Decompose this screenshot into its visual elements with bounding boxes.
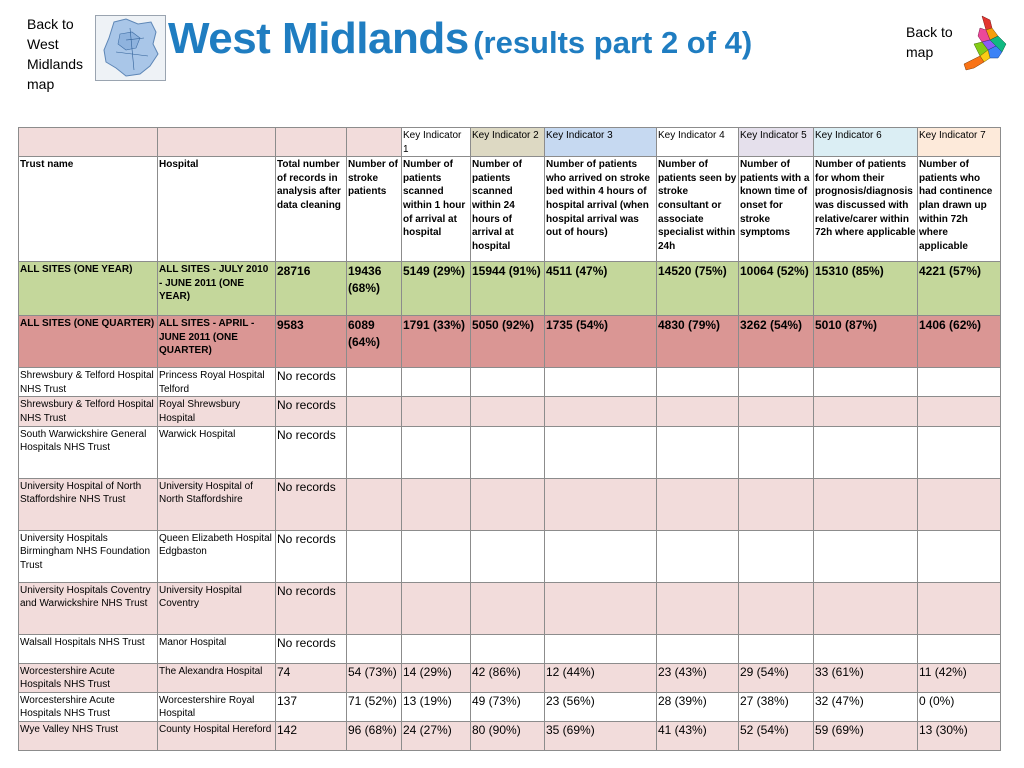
value-cell: No records: [276, 478, 347, 530]
hospital-name: University Hospital of North Staffordshire: [158, 478, 276, 530]
column-header: Number of stroke patients: [347, 157, 402, 262]
value-cell: [545, 478, 657, 530]
value-cell: [402, 397, 471, 426]
trust-name: Wye Valley NHS Trust: [19, 721, 158, 750]
value-cell: No records: [276, 634, 347, 663]
blank-cell: [158, 128, 276, 157]
value-cell: [814, 582, 918, 634]
value-cell: No records: [276, 397, 347, 426]
value-cell: 42 (86%): [471, 663, 545, 692]
value-cell: 23 (43%): [657, 663, 739, 692]
value-cell: [347, 582, 402, 634]
value-cell: [545, 368, 657, 397]
key-indicator-2: Key Indicator 2: [471, 128, 545, 157]
column-header: Trust name: [19, 157, 158, 262]
hospital-name: University Hospital Coventry: [158, 582, 276, 634]
hospital-name: Royal Shrewsbury Hospital: [158, 397, 276, 426]
value-cell: [402, 478, 471, 530]
value-cell: [739, 426, 814, 478]
hospital-name: Warwick Hospital: [158, 426, 276, 478]
value-cell: [739, 530, 814, 582]
value-cell: [814, 530, 918, 582]
back-to-west-midlands-map-link[interactable]: Back to West Midlands map: [27, 16, 84, 92]
hospital-name: The Alexandra Hospital: [158, 663, 276, 692]
value-cell: 6089 (64%): [347, 316, 402, 368]
value-cell: 11 (42%): [918, 663, 1001, 692]
key-indicator-row: [19, 128, 1001, 157]
trust-name: Walsall Hospitals NHS Trust: [19, 634, 158, 663]
value-cell: 35 (69%): [545, 721, 657, 750]
value-cell: 23 (56%): [545, 692, 657, 721]
value-cell: [739, 478, 814, 530]
blank-cell: [19, 128, 158, 157]
value-cell: [814, 368, 918, 397]
column-header-row: [19, 157, 1001, 262]
column-header: Number of patients who arrived on stroke bed within 4 hours of hospital arrival (when hospital arrival was out of hours): [545, 157, 657, 262]
value-cell: 10064 (52%): [739, 262, 814, 316]
value-cell: 1791 (33%): [402, 316, 471, 368]
value-cell: 4830 (79%): [657, 316, 739, 368]
value-cell: 27 (38%): [739, 692, 814, 721]
column-header: Number of patients with a known time of onset for stroke symptoms: [739, 157, 814, 262]
trust-name: University Hospitals Coventry and Warwickshire NHS Trust: [19, 582, 158, 634]
hospital-name: Queen Elizabeth Hospital Edgbaston: [158, 530, 276, 582]
value-cell: 49 (73%): [471, 692, 545, 721]
value-cell: 74: [276, 663, 347, 692]
results-table: [18, 127, 1001, 751]
value-cell: [471, 397, 545, 426]
value-cell: [918, 582, 1001, 634]
value-cell: 71 (52%): [347, 692, 402, 721]
england-regions-map-icon: [960, 14, 1010, 72]
value-cell: [347, 368, 402, 397]
summary-row-one-quarter: [19, 316, 1001, 368]
west-midlands-map-thumbnail[interactable]: [95, 15, 166, 81]
value-cell: [739, 397, 814, 426]
value-cell: [657, 478, 739, 530]
value-cell: [545, 634, 657, 663]
value-cell: 4511 (47%): [545, 262, 657, 316]
value-cell: [471, 582, 545, 634]
column-header: Number of patients for whom their prognosis/diagnosis was discussed with relative/carer within 72h where applicable: [814, 157, 918, 262]
value-cell: 14 (29%): [402, 663, 471, 692]
value-cell: [739, 634, 814, 663]
column-header: Number of patients seen by stroke consultant or associate specialist within 24h: [657, 157, 739, 262]
trust-name: Shrewsbury & Telford Hospital NHS Trust: [19, 368, 158, 397]
page-title: [168, 14, 752, 64]
value-cell: 5149 (29%): [402, 262, 471, 316]
table-row: [19, 634, 1001, 663]
value-cell: [545, 426, 657, 478]
key-indicator-4: Key Indicator 4: [657, 128, 739, 157]
value-cell: [739, 582, 814, 634]
value-cell: 19436 (68%): [347, 262, 402, 316]
value-cell: No records: [276, 530, 347, 582]
west-midlands-map-icon: [96, 16, 165, 80]
value-cell: [814, 397, 918, 426]
value-cell: [402, 368, 471, 397]
value-cell: 41 (43%): [657, 721, 739, 750]
column-header: Total number of records in analysis after data cleaning: [276, 157, 347, 262]
value-cell: [471, 426, 545, 478]
value-cell: 1406 (62%): [918, 316, 1001, 368]
hospital-name: Princess Royal Hospital Telford: [158, 368, 276, 397]
column-header: Number of patients scanned within 24 hours of arrival at hospital: [471, 157, 545, 262]
value-cell: [545, 582, 657, 634]
value-cell: 13 (19%): [402, 692, 471, 721]
value-cell: 1735 (54%): [545, 316, 657, 368]
value-cell: 15310 (85%): [814, 262, 918, 316]
trust-name: South Warwickshire General Hospitals NHS Trust: [19, 426, 158, 478]
value-cell: [402, 582, 471, 634]
table-row: [19, 663, 1001, 692]
hospital-name: Worcestershire Royal Hospital: [158, 692, 276, 721]
value-cell: 59 (69%): [814, 721, 918, 750]
value-cell: 28 (39%): [657, 692, 739, 721]
england-regions-map-thumbnail[interactable]: [960, 14, 1010, 72]
column-header: Number of patients who had continence plan drawn up within 72h where applicable: [918, 157, 1001, 262]
key-indicator-5: Key Indicator 5: [739, 128, 814, 157]
table-row: [19, 397, 1001, 426]
value-cell: 142: [276, 721, 347, 750]
trust-name: University Hospitals Birmingham NHS Foundation Trust: [19, 530, 158, 582]
table-row: [19, 692, 1001, 721]
value-cell: 29 (54%): [739, 663, 814, 692]
column-header: Hospital: [158, 157, 276, 262]
page-title-main: West Midlands: [168, 14, 469, 63]
blank-cell: [276, 128, 347, 157]
value-cell: 13 (30%): [918, 721, 1001, 750]
value-cell: 137: [276, 692, 347, 721]
value-cell: [918, 397, 1001, 426]
value-cell: 9583: [276, 316, 347, 368]
trust-name: Worcestershire Acute Hospitals NHS Trust: [19, 663, 158, 692]
trust-name: University Hospital of North Staffordshire NHS Trust: [19, 478, 158, 530]
value-cell: 0 (0%): [918, 692, 1001, 721]
value-cell: 15944 (91%): [471, 262, 545, 316]
key-indicator-1: Key Indicator 1: [402, 128, 471, 157]
value-cell: [657, 426, 739, 478]
value-cell: No records: [276, 426, 347, 478]
value-cell: [402, 634, 471, 663]
value-cell: 80 (90%): [471, 721, 545, 750]
value-cell: [545, 530, 657, 582]
value-cell: [347, 478, 402, 530]
page-title-sub: (results part 2 of 4): [473, 25, 753, 60]
value-cell: [471, 478, 545, 530]
value-cell: [918, 634, 1001, 663]
value-cell: 28716: [276, 262, 347, 316]
value-cell: [347, 426, 402, 478]
value-cell: 54 (73%): [347, 663, 402, 692]
back-to-map-link[interactable]: Back to map: [906, 24, 953, 60]
value-cell: 33 (61%): [814, 663, 918, 692]
value-cell: [347, 634, 402, 663]
value-cell: 4221 (57%): [918, 262, 1001, 316]
value-cell: 14520 (75%): [657, 262, 739, 316]
trust-name: ALL SITES (ONE YEAR): [19, 262, 158, 316]
column-header: Number of patients scanned within 1 hour of arrival at hospital: [402, 157, 471, 262]
hospital-name: County Hospital Hereford: [158, 721, 276, 750]
value-cell: [814, 634, 918, 663]
value-cell: [814, 426, 918, 478]
value-cell: [347, 397, 402, 426]
value-cell: 12 (44%): [545, 663, 657, 692]
value-cell: 52 (54%): [739, 721, 814, 750]
value-cell: [347, 530, 402, 582]
trust-name: ALL SITES (ONE QUARTER): [19, 316, 158, 368]
hospital-name: Manor Hospital: [158, 634, 276, 663]
value-cell: No records: [276, 368, 347, 397]
value-cell: [657, 530, 739, 582]
value-cell: [918, 426, 1001, 478]
trust-name: Worcestershire Acute Hospitals NHS Trust: [19, 692, 158, 721]
value-cell: 5010 (87%): [814, 316, 918, 368]
table-row: [19, 478, 1001, 530]
value-cell: [471, 634, 545, 663]
value-cell: [739, 368, 814, 397]
value-cell: 32 (47%): [814, 692, 918, 721]
value-cell: [471, 368, 545, 397]
table-row: [19, 721, 1001, 750]
value-cell: No records: [276, 582, 347, 634]
value-cell: 24 (27%): [402, 721, 471, 750]
blank-cell: [347, 128, 402, 157]
summary-row-one-year: [19, 262, 1001, 316]
table-row: [19, 582, 1001, 634]
table-row: [19, 530, 1001, 582]
value-cell: [657, 582, 739, 634]
table-row: [19, 426, 1001, 478]
value-cell: [545, 397, 657, 426]
hospital-name: ALL SITES - JULY 2010 - JUNE 2011 (ONE YEAR): [158, 262, 276, 316]
value-cell: [918, 368, 1001, 397]
value-cell: [402, 426, 471, 478]
hospital-name: ALL SITES - APRIL - JUNE 2011 (ONE QUARTER): [158, 316, 276, 368]
trust-name: Shrewsbury & Telford Hospital NHS Trust: [19, 397, 158, 426]
key-indicator-7: Key Indicator 7: [918, 128, 1001, 157]
table-row: [19, 368, 1001, 397]
value-cell: [918, 478, 1001, 530]
value-cell: 3262 (54%): [739, 316, 814, 368]
value-cell: [657, 634, 739, 663]
value-cell: [471, 530, 545, 582]
value-cell: [657, 397, 739, 426]
value-cell: 5050 (92%): [471, 316, 545, 368]
value-cell: [657, 368, 739, 397]
value-cell: [814, 478, 918, 530]
key-indicator-3: Key Indicator 3: [545, 128, 657, 157]
value-cell: [402, 530, 471, 582]
value-cell: [918, 530, 1001, 582]
key-indicator-6: Key Indicator 6: [814, 128, 918, 157]
value-cell: 96 (68%): [347, 721, 402, 750]
